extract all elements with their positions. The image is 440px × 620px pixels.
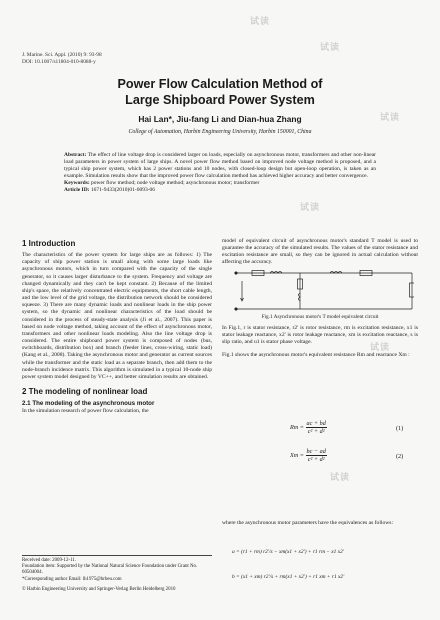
watermark: 试读 [250,16,271,26]
paper-title [0,76,440,108]
paragraph: where the asynchronous motor parameters have the equivalences as follows: [222,520,394,526]
footnote [22,555,212,583]
subsection-heading: 2.1 The modeling of the asynchronous motor [22,400,155,408]
equation-4: b = (x1 + xm) r2'/s + rm(x1 + x2') + r1 xm + r1 x2' [232,574,345,580]
article-id-label: Article ID: [64,187,90,194]
abstract [64,152,376,195]
copyright: © Harbin Engineering University and Springer-Verlag Berlin Heidelberg 2010 [22,587,176,592]
right-column-lower [222,325,418,360]
affiliation: College of Automation, Harbin Engineering University, Harbin 150001, China [128,129,312,135]
authors: Hai Lan*, Jiu-fang Li and Dian-hua Zhang [138,114,302,124]
received-date: Received date: 2009-12-11. [22,558,77,563]
eq2-lhs: Xm = [290,451,304,459]
journal-header [22,52,102,66]
watermark: 试读 [370,342,391,352]
equation-3: a = (r1 + rm) r2'/s − xm(x1 + x2') + r1 rm − x1 x2' [232,549,344,555]
right-column-bottom [222,520,418,527]
paragraph: The characteristics of the power system for large ships are as follows: 1) The capacity of ship power station is small along with some large loads like asynchronous motors, which in turn compared with the capacity of the single generator, so it causes larger disturbance to the system. Frequency and voltage are changed dynamically and they can't be kept constant. 2) Because of the limited ship's space, the relatively concentrated electric equipments, the short cable length, and the low level of the grid voltage, the distribution network should be considered squeeze. 3) There are many dynamic loads and nonlinear loads in the ship power system, so the dynamic and nonlinear characteristics of the load should be considered in the process of steady-state analysis (Ji et al., 2007). This paper is based on node voltage method, taking account of the effect of asynchronous motor, transformers and other nonlinear loads modeling. Also the line voltage drop is considered. The entire shipboard power system is composed of nodes (bus, switchboards, distribution box) and branch (feeder lines, cross-wiring, static load) (Kang et al., 2008). Taking the asynchronous motor and generator as current sources while the transformer and the static load as a separate branch, then add them to the node-branch incidence matrix. This algorithm is simulated in a typical 10-node ship power system model designed by VC++, and better simulation results are obtained. [22,252,212,380]
title-line-2: Large Shipboard Power System [125,93,315,107]
figure-caption: Fig.1 Asynchronous motor's T model equivalent circuit [261,314,379,320]
foundation-item: Foundation item: Supported by the National Natural Science Foundation under Grant No. 60504004. [22,564,198,576]
keywords: power flow method; node voltage method; asynchronous motor; transformer [91,180,260,187]
paragraph: In the simulation research of power flow calculation, the [22,408,149,415]
watermark: 试读 [320,42,341,52]
abstract-text: The effect of line voltage drop is considered larger on loads, especially on asynchronous motor, transformers and other non-linear load parameters in power system of large ships. A novel power flow method based on improved node voltage method is proposed, and a typical ship power system, which has 2 power stations and 10 nodes, with closed-loop design but open-loop operation, is taken as an example. Simulation results show that the improved power flow calculation method has achieved higher accuracy and better convergence. [64,152,376,180]
journal-citation: J. Marine. Sci. Appl. (2010) 9: 93-98 [22,52,102,58]
eq1-denominator: c² + d² [307,428,325,435]
watermark: 试读 [330,472,351,482]
title-line-1: Power Flow Calculation Method of [117,77,323,91]
equation-2 [290,448,327,463]
doi: DOI: 10.1007/s11804-010-8088-y [22,59,96,65]
right-column [222,238,418,267]
equation-1-number: (1) [396,425,404,432]
paragraph: Fig.1 shows the asynchronous motor's equivalent resistance Rm and reactance Xm : [222,352,410,359]
equation-2-number: (2) [396,453,404,460]
eq2-numerator: bc − ad [306,448,326,455]
abstract-label: Abstract: [64,152,87,158]
watermark: 试读 [380,112,401,122]
keywords-label: Keywords: [64,180,90,187]
t-model-circuit-figure [230,265,414,313]
paragraph: In Fig.1, r is stator resistance, r2' is rotor resistance, rm is excitation resistance, x1 is stator leakage reactance, x2' is rotor leakage reactance, xm is excitation reactance, s is slip ratio, and u1 is stator phase voltage. [222,325,418,346]
equation-1 [290,420,327,435]
article-id: 1671-9433(2010)01-0093-06 [90,187,156,194]
corresponding-author: *Corresponding author Email: lh1975@hrbeu.com [22,576,122,582]
section-heading: 1 Introduction [22,239,76,248]
section-heading: 2 The modeling of nonlinear load [22,386,148,396]
eq2-denominator: c² + d² [307,456,325,463]
eq1-numerator: ac + bd [306,420,326,427]
paragraph: model of equivalent circuit of asynchronous motor's standard T model is used to guarantee the accuracy of the simulated results. The values of the stator resistance and excitation resistance are small, so they can be ignored in actual calculation without affecting the accuracy. [222,238,418,266]
eq1-lhs: Rm = [290,423,304,431]
watermark: 试读 [300,202,321,212]
left-column [22,238,212,415]
